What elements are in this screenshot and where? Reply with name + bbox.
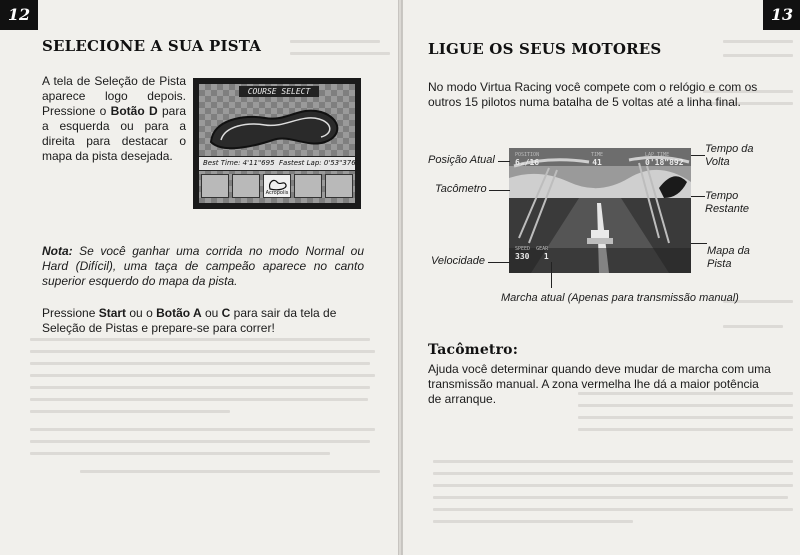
callout-tempo-volta: Tempo da Volta (705, 143, 754, 168)
best-time: Best Time: 4'11"695 (203, 159, 275, 167)
callout-tempo-restante: Tempo Restante (705, 190, 750, 215)
section-paragraph: Ajuda você determinar quando deve mudar de marcha com uma transmissão manual. A zona vermelha lhe dá a maior potência de arranque. (428, 362, 771, 406)
track-map (203, 100, 351, 154)
race-screenshot (509, 148, 691, 273)
lap-time-value: 0'18"892 (645, 158, 684, 167)
note-paragraph: Nota: Se você ganhar uma corrida no modo Normal ou Hard (Difícil), uma taça de campeão aparece no canto superior esquerdo do mapa da pista. (42, 244, 364, 288)
page-number: 13 (763, 0, 800, 30)
course-tile[interactable] (232, 174, 260, 198)
leader-line (691, 243, 707, 244)
position-label: POSITION (515, 152, 540, 158)
leader-line (551, 262, 552, 288)
leader-line (691, 155, 705, 156)
lap-times-bar (199, 156, 355, 171)
course-select-title: COURSE SELECT (239, 86, 319, 97)
page-heading: LIGUE OS SEUS MOTORES (428, 40, 662, 58)
course-tile[interactable] (325, 174, 353, 198)
leader-line (691, 196, 705, 197)
intro-paragraph: No modo Virtua Racing você compete com o relógio e com os outros 15 pilotos numa batalha de 5 voltas até a linha final. (428, 80, 758, 109)
section-heading: Tacômetro: (428, 342, 519, 358)
lap-time-label: LAP TIME (645, 152, 670, 158)
course-select-screenshot (193, 78, 361, 209)
course-tiles (199, 171, 355, 201)
right-page (402, 0, 800, 555)
speed-value: 330 (515, 252, 530, 261)
leader-line (488, 262, 510, 263)
course-tile-selected[interactable] (263, 174, 291, 198)
intro-paragraph: A tela de Seleção de Pista aparece logo depois. Pressione o Botão D para a esquerda ou para a direita para destacar o mapa da pista desejada. (42, 74, 186, 163)
course-tile[interactable] (201, 174, 229, 198)
callout-velocidade: Velocidade (431, 255, 486, 267)
gear-label: GEAR (536, 246, 549, 252)
callout-mapa-pista: Mapa da Pista (707, 245, 750, 270)
callout-marcha-atual: Marcha atual (Apenas para transmissão manual) (501, 292, 739, 304)
speed-label: SPEED (515, 246, 531, 252)
course-tile[interactable] (294, 174, 322, 198)
fastest-lap: Fastest Lap: 0'53"376 (279, 159, 356, 167)
left-page (0, 0, 399, 555)
leader-line (489, 190, 510, 191)
time-value: 41 (592, 158, 602, 167)
leader-line (498, 161, 510, 162)
page-heading: SELECIONE A SUA PISTA (42, 37, 262, 55)
time-label: TIME (591, 152, 604, 158)
selected-course-name: Acropolis (265, 190, 289, 196)
exit-paragraph: Pressione Start ou o Botão A ou C para sair da tela de Seleção de Pistas e prepare-se para correr! (42, 306, 337, 335)
position-value: 6ₐ/16 (515, 158, 540, 167)
callout-tacometro: Tacômetro (435, 183, 487, 195)
callout-posicao-atual: Posição Atual (428, 154, 495, 166)
page-number: 12 (0, 0, 38, 30)
gear-value: 1 (543, 252, 549, 261)
